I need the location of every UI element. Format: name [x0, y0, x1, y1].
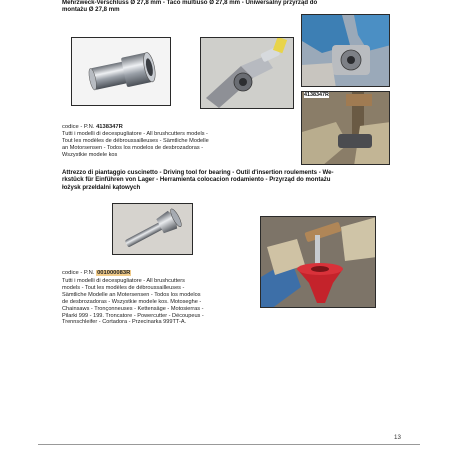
photo-driving-tool [112, 203, 193, 255]
section2-desc-line: Trennschleifer - Cortadora - Przecinarka 999TT-A. [62, 319, 187, 326]
section1-desc-line: Wszystkie modele kos [62, 151, 118, 158]
section1-title-line2: montażu Ø 27,8 mm [62, 6, 120, 14]
section1-desc-line: Tutti i modelli di decespugliatore - All brushcutters models - [62, 131, 208, 137]
section2-title-line: rkstück für Einführen von Lager - Herramienta colocacion rodamiento - Przyrząd do montażu [62, 176, 331, 184]
section2-title [62, 169, 334, 191]
section2-code-prefix: codice - P.N. [62, 270, 95, 276]
section2-desc-line: de desbrozadoras - Wszystkie modele kos. Motoseghe - [62, 298, 202, 305]
section2-title-line: łożysk przeldalni kątowych [62, 183, 141, 191]
footer-rule [38, 444, 420, 445]
section2-desc-line: models - Tout les modèles de débroussailleuses - [62, 284, 185, 291]
section2-code: 001000083R [97, 270, 131, 276]
callout-part-number: 4138347R [304, 92, 329, 98]
section1-title-line1: Mehrzweck-Verschluss Ø 27,8 mm - Taco multiuso Ø 27,8 mm - Uniwersalny przyrząd do [62, 0, 318, 6]
section1-code-line [62, 124, 123, 130]
section2-desc-line: Chainsaws - Tronçonneuses - Kettensäge - Motosierras - [62, 305, 204, 312]
section2-description [62, 278, 204, 326]
section1-code: 4138347R [96, 124, 123, 130]
photo-universal-plug [71, 37, 171, 106]
section2-desc-line: Pilarki 999 - 199. Troncatore - Powercutter - Découpeus - [62, 312, 204, 319]
photo-bearing-insertion [260, 216, 376, 308]
section1-code-prefix: codice - P.N. [62, 124, 95, 130]
section2-desc-line: Tutti i modelli di decespugliatore - All brushcutters [62, 278, 185, 284]
section1-desc-line: an Motorsensen - Todos los modelos de desbrozadoras - [62, 144, 204, 151]
photo-assembly-gloves [301, 14, 390, 87]
section1-description [62, 131, 209, 159]
section1-desc-line: Tout les modèles de débroussailleuses - Sämtliche Modelle [62, 137, 209, 144]
page-number: 13 [394, 434, 401, 441]
photo-hammer-assembly [301, 91, 390, 165]
section2-desc-line: Sämtliche Modelle an Motersensen - Todos los modelos [62, 291, 201, 298]
section2-code-line [62, 270, 131, 276]
photo-plug-in-use [200, 37, 294, 109]
section2-title-line: Attrezzo di piantaggio cuscinetto - Driving tool for bearing - Outil d'insertion roulements - We- [62, 169, 334, 176]
